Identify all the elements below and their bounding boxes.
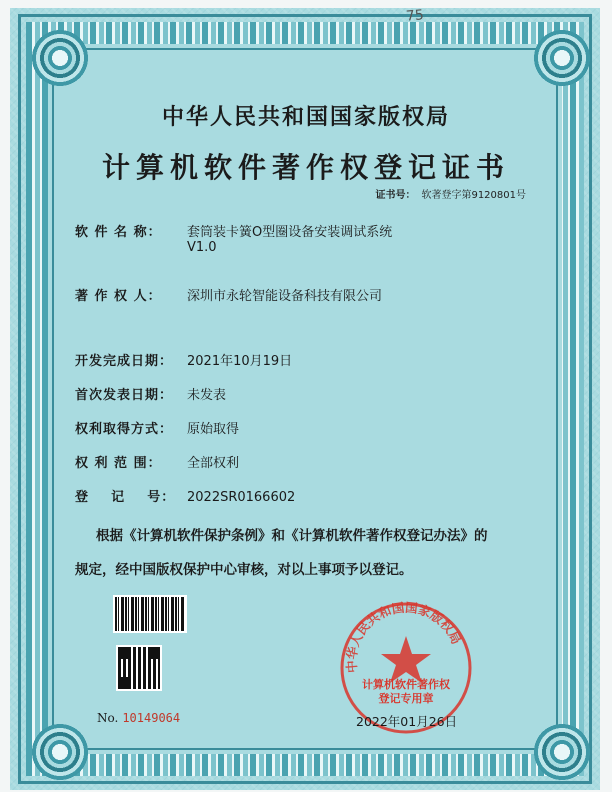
corner-ornament-icon xyxy=(30,28,90,88)
field-software-name xyxy=(75,221,392,240)
field-label: 登 记 号： xyxy=(75,490,176,505)
certificate-number xyxy=(375,186,526,201)
field-label: 开发完成日期： xyxy=(75,354,174,369)
qr-code-icon xyxy=(116,645,162,691)
field-label: 首次发表日期： xyxy=(75,388,174,403)
field-value: 套筒装卡簧O型圈设备安装调试系统 xyxy=(187,225,393,240)
field-acquisition xyxy=(75,418,239,437)
issue-date: 2022年01月26日 xyxy=(356,714,458,729)
seal-line-1: 计算机软件著作权 xyxy=(362,678,450,691)
field-value: 2022SR0166602 xyxy=(187,490,296,505)
field-completion-date xyxy=(75,350,292,369)
handwritten-note: 75 xyxy=(405,7,425,25)
body-text-line-1: 根据《计算机软件保护条例》和《计算机软件著作权登记办法》的 xyxy=(96,528,488,544)
certificate-number-value: 软著登字第9120801号 xyxy=(421,190,526,201)
field-label: 权 利 范 围： xyxy=(75,456,162,471)
field-label: 著 作 权 人： xyxy=(75,289,162,304)
serial-value: 10149064 xyxy=(122,711,181,725)
field-label: 软 件 名 称： xyxy=(75,225,162,240)
field-registration-no xyxy=(75,486,295,505)
field-copyright-owner xyxy=(75,285,382,304)
field-label: 权利取得方式： xyxy=(75,422,174,437)
corner-ornament-icon xyxy=(30,722,90,782)
corner-ornament-icon xyxy=(532,722,592,782)
field-value: 全部权利 xyxy=(187,456,240,471)
seal-ring-text: 中华人民共和国国家版权局 xyxy=(343,599,465,674)
seal-line-2: 登记专用章 xyxy=(378,692,434,705)
field-value: 未发表 xyxy=(187,388,227,403)
field-value: 2021年10月19日 xyxy=(187,354,293,369)
certificate-title: 计算机软件著作权登记证书 xyxy=(101,151,510,184)
field-value: 原始取得 xyxy=(187,422,240,437)
serial-number xyxy=(97,711,180,725)
issuer-title: 中华人民共和国国家版权局 xyxy=(161,104,450,130)
body-text-line-2: 规定，经中国版权保护中心审核，对以上事项予以登记。 xyxy=(75,562,413,578)
field-publish-date xyxy=(75,384,226,403)
certificate-number-label: 证书号： xyxy=(375,190,416,201)
software-version: V1.0 xyxy=(187,240,217,255)
corner-ornament-icon xyxy=(532,28,592,88)
serial-label: No. xyxy=(97,711,119,725)
field-value: 深圳市永轮智能设备科技有限公司 xyxy=(187,289,383,304)
barcode-icon xyxy=(113,595,187,633)
field-scope xyxy=(75,452,239,471)
